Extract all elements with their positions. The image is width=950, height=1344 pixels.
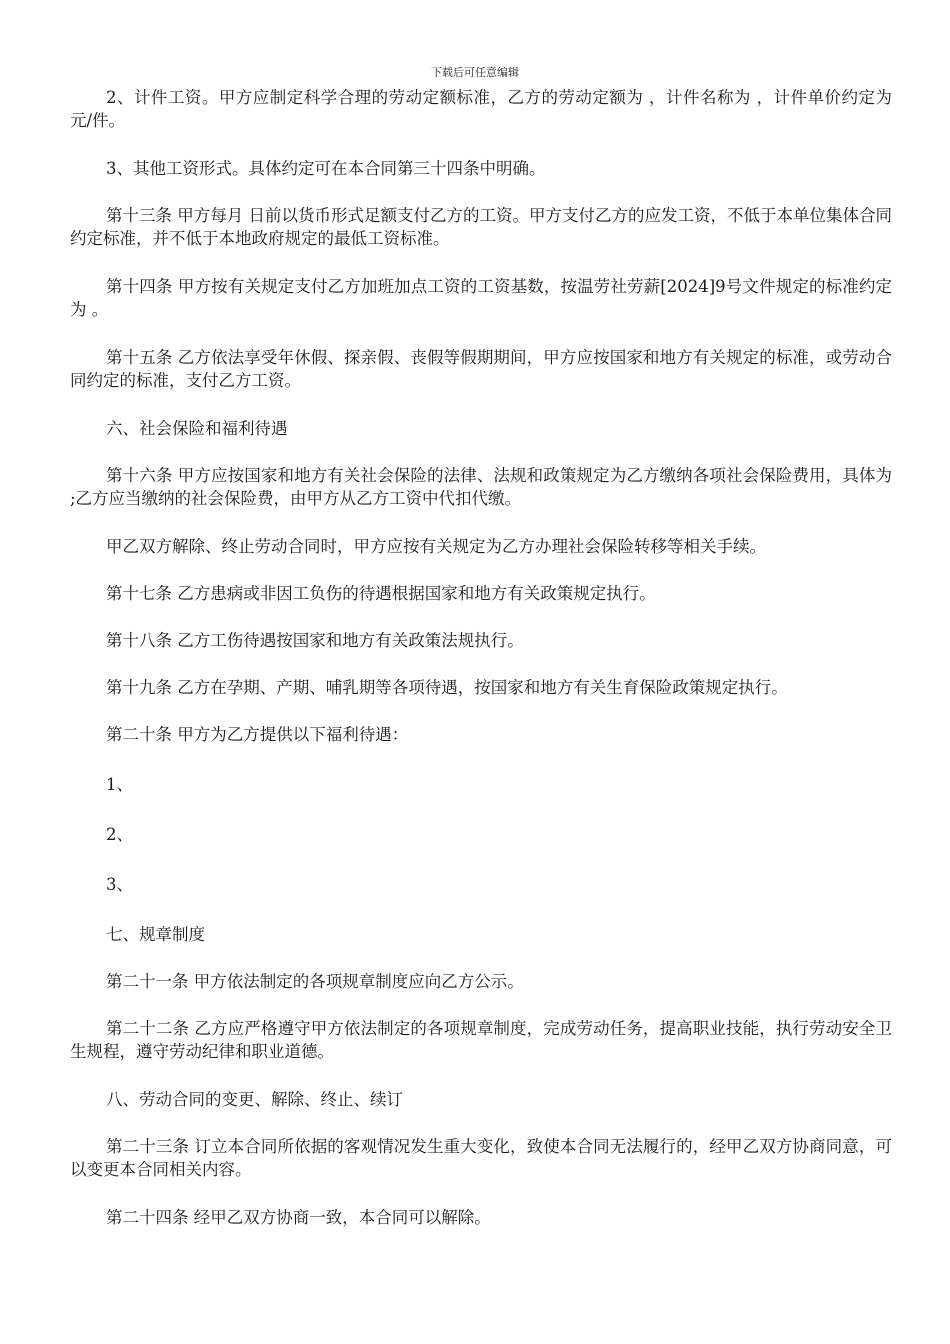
paragraph-other-wage-forms: 3、其他工资形式。具体约定可在本合同第三十四条中明确。 <box>106 159 546 178</box>
paragraph-article-15: 第十五条 乙方依法享受年休假、探亲假、丧假等假期期间，甲方应按国家和地方有关规定的标准，或劳动合同约定的标准，支付乙方工资。 <box>70 348 892 390</box>
paragraph-article-22: 第二十二条 乙方应严格遵守甲方依法制定的各项规章制度，完成劳动任务，提高职业技能，执行劳动安全卫生规程，遵守劳动纪律和职业道德。 <box>70 1019 892 1061</box>
paragraph-article-13: 第十三条 甲方每月 日前以货币形式足额支付乙方的工资。甲方支付乙方的应发工资，不低于本单位集体合同约定标准，并不低于本地政府规定的最低工资标准。 <box>70 206 892 248</box>
document-body <box>70 86 892 1253</box>
paragraph-article-23: 第二十三条 订立本合同所依据的客观情况发生重大变化，致使本合同无法履行的，经甲乙双方协商同意，可以变更本合同相关内容。 <box>70 1137 892 1179</box>
list-item-benefit-2: 2、 <box>106 825 133 844</box>
paragraph-article-19: 第十九条 乙方在孕期、产期、哺乳期等各项待遇，按国家和地方有关生育保险政策规定执行。 <box>106 678 788 697</box>
list-item-benefit-1: 1、 <box>106 775 133 794</box>
paragraph-piece-rate-wage: 2、计件工资。甲方应制定科学合理的劳动定额标准，乙方的劳动定额为 ，计件名称为 ，计件单价约定为 元/件。 <box>70 88 892 130</box>
paragraph-article-18: 第十八条 乙方工伤待遇按国家和地方有关政策法规执行。 <box>106 631 524 650</box>
header-note: 下载后可任意编辑 <box>431 66 519 79</box>
paragraph-article-20: 第二十条 甲方为乙方提供以下福利待遇： <box>106 725 409 744</box>
section-heading-contract-changes: 八、劳动合同的变更、解除、终止、续订 <box>106 1090 403 1109</box>
paragraph-article-21: 第二十一条 甲方依法制定的各项规章制度应向乙方公示。 <box>106 972 524 991</box>
section-heading-rules: 七、规章制度 <box>106 925 205 944</box>
list-item-benefit-3: 3、 <box>106 875 133 894</box>
paragraph-article-24: 第二十四条 经甲乙双方协商一致，本合同可以解除。 <box>106 1208 491 1227</box>
paragraph-article-16: 第十六条 甲方应按国家和地方有关社会保险的法律、法规和政策规定为乙方缴纳各项社会保险费用，具体为 ;乙方应当缴纳的社会保险费，由甲方从乙方工资中代扣代缴。 <box>70 466 892 508</box>
paragraph-article-14: 第十四条 甲方按有关规定支付乙方加班加点工资的工资基数，按温劳社劳薪[2024]9号文件规定的标准约定为 。 <box>70 277 892 319</box>
paragraph-article-17: 第十七条 乙方患病或非因工负伤的待遇根据国家和地方有关政策规定执行。 <box>106 584 656 603</box>
paragraph-insurance-transfer: 甲乙双方解除、终止劳动合同时，甲方应按有关规定为乙方办理社会保险转移等相关手续。 <box>106 537 766 556</box>
section-heading-social-insurance: 六、社会保险和福利待遇 <box>106 419 288 438</box>
